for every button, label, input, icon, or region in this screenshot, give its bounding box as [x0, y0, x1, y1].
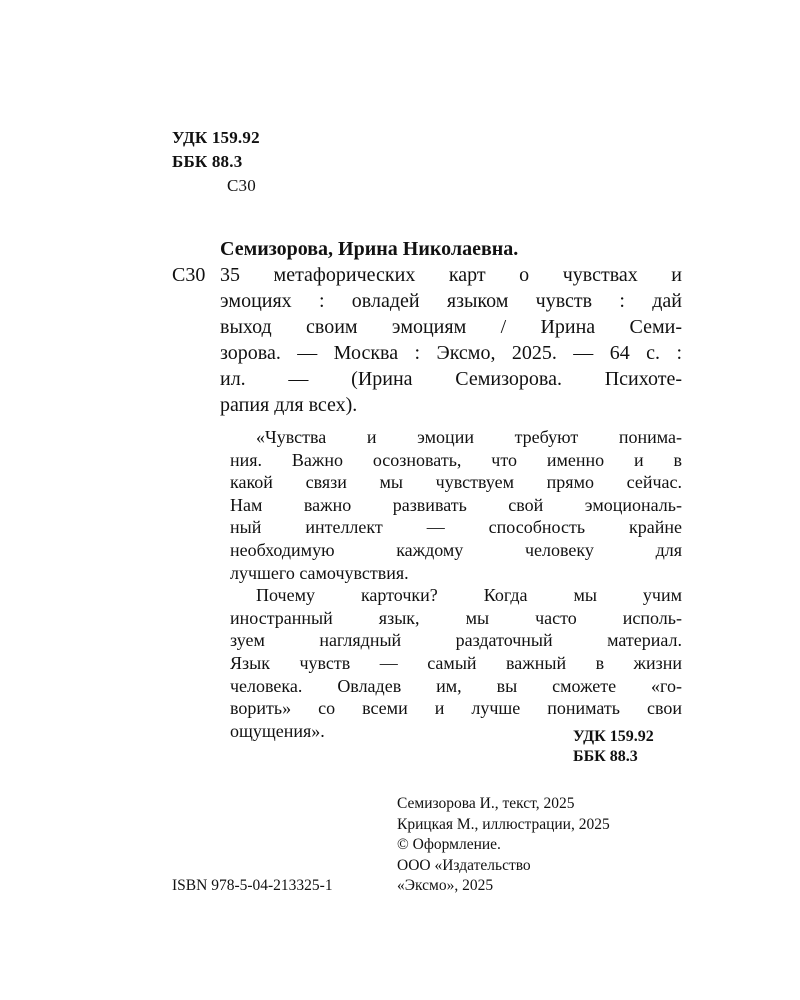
author-heading: Семизорова, Ирина Николаевна.: [220, 238, 519, 260]
annotation-line: какой связи мы чувствуем прямо сейчас.: [230, 472, 682, 493]
bib-line: ил. — (Ирина Семизорова. Психоте-: [220, 368, 682, 390]
annotation-line: ворить» со всеми и лучше понимать свои: [230, 698, 682, 719]
footer-classification: [573, 727, 654, 767]
annotation-line: ния. Важно осозновать, что именно и в: [230, 449, 682, 470]
annotation-line: ощущения».: [230, 720, 325, 741]
author-mark: С30: [227, 176, 256, 195]
bibliographic-author-mark: С30: [172, 264, 206, 286]
annotation-line: ный интеллект — способность крайне: [230, 517, 682, 538]
copyright-line: Семизорова И., текст, 2025: [397, 795, 575, 812]
footer-bbk-code: ББК 88.3: [573, 748, 638, 765]
bib-line: рапия для всех).: [220, 394, 358, 416]
annotation-line: иностранный язык, мы часто исполь-: [230, 607, 682, 628]
annotation-line: Язык чувств — самый важный в жизни: [230, 652, 682, 673]
copyright-line: © Оформление.: [397, 836, 501, 854]
annotation: [230, 426, 682, 742]
isbn-number: ISBN 978-5-04-213325-1: [172, 877, 333, 894]
footer-udk-code: УДК 159.92: [573, 728, 654, 745]
copyright-block: [397, 794, 610, 897]
copyright-line: ООО «Издательство: [397, 856, 531, 874]
bib-line: 35 метафорических карт о чувствах и: [220, 264, 682, 286]
bibliographic-description: [220, 262, 682, 418]
annotation-line: «Чувства и эмоции требуют понима-: [256, 427, 682, 447]
copyright-line: «Эксмо», 2025: [397, 877, 494, 895]
annotation-line: лучшего самочувствия.: [230, 562, 409, 583]
annotation-line: Почему карточки? Когда мы учим: [256, 585, 682, 606]
annotation-line: зуем наглядный раздаточный материал.: [230, 630, 682, 651]
copyright-line: Крицкая М., иллюстрации, 2025: [397, 815, 610, 833]
annotation-line: Нам важно развивать свой эмоциональ-: [230, 494, 682, 515]
annotation-line: необходимую каждому человеку для: [230, 539, 682, 560]
bib-line: зорова. — Москва : Эксмо, 2025. — 64 с. :: [220, 342, 682, 364]
annotation-line: человека. Овладев им, вы сможете «го-: [230, 675, 682, 696]
bib-line: эмоциях : овладей языком чувств : дай: [220, 290, 682, 312]
udk-code: УДК 159.92: [172, 128, 260, 147]
bib-line: выход своим эмоциям / Ирина Семи-: [220, 316, 682, 338]
bbk-code: ББК 88.3: [172, 152, 243, 171]
